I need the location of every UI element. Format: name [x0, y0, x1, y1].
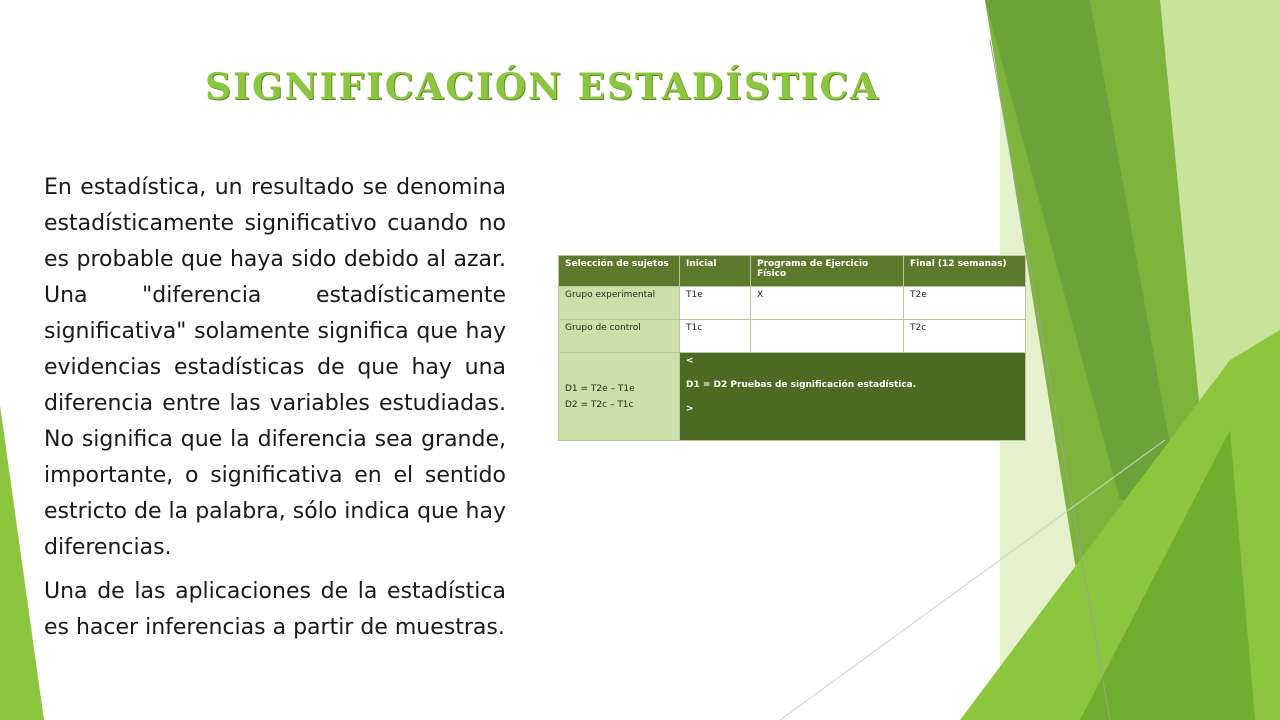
formula-d1: D1 = T2e – T1e	[565, 383, 635, 394]
table-row	[559, 320, 1026, 353]
table-summary-row	[559, 353, 1026, 441]
comparison-less: <	[686, 356, 694, 366]
header-inicial: Inicial	[680, 256, 751, 287]
formula-d2: D2 = T2c – T1c	[565, 399, 634, 410]
comparison-greater: >	[686, 404, 694, 414]
cell: T2e	[904, 287, 1026, 320]
header-final: Final (12 semanas)	[904, 256, 1026, 287]
cell: X	[751, 287, 904, 320]
comparison-equal: D1 = D2 Pruebas de significación estadística.	[686, 380, 917, 390]
table	[558, 255, 1026, 441]
table-header-row	[559, 256, 1026, 287]
body-text	[44, 170, 506, 654]
comparison-cell	[680, 353, 1026, 441]
row-label: Grupo de control	[559, 320, 680, 353]
formula-cell	[559, 353, 680, 441]
paragraph-1: En estadística, un resultado se denomina estadísticamente significativo cuando no es probable que haya sido debido al azar. Una "diferencia estadísticamente significativa" solamente significa que hay evidencias estadísticas de que hay una diferencia entre las variables estudiadas. No significa que la diferencia sea grande, importante, o significativa en el sentido estricto de la palabra, sólo indica que hay diferencias.	[44, 175, 506, 560]
cell: T2c	[904, 320, 1026, 353]
paragraph-2: Una de las aplicaciones de la estadística es hacer inferencias a partir de muestras.	[44, 579, 506, 640]
cell	[751, 320, 904, 353]
header-seleccion: Selección de sujetos	[559, 256, 680, 287]
slide-title: SIGNIFICACIÓN ESTADÍSTICA	[205, 66, 881, 108]
cell: T1e	[680, 287, 751, 320]
left-green-shape	[0, 405, 44, 720]
row-label: Grupo experimental	[559, 287, 680, 320]
table-row	[559, 287, 1026, 320]
cell: T1c	[680, 320, 751, 353]
study-design-table	[558, 255, 1026, 441]
header-programa: Programa de Ejercicio Físico	[751, 256, 904, 287]
